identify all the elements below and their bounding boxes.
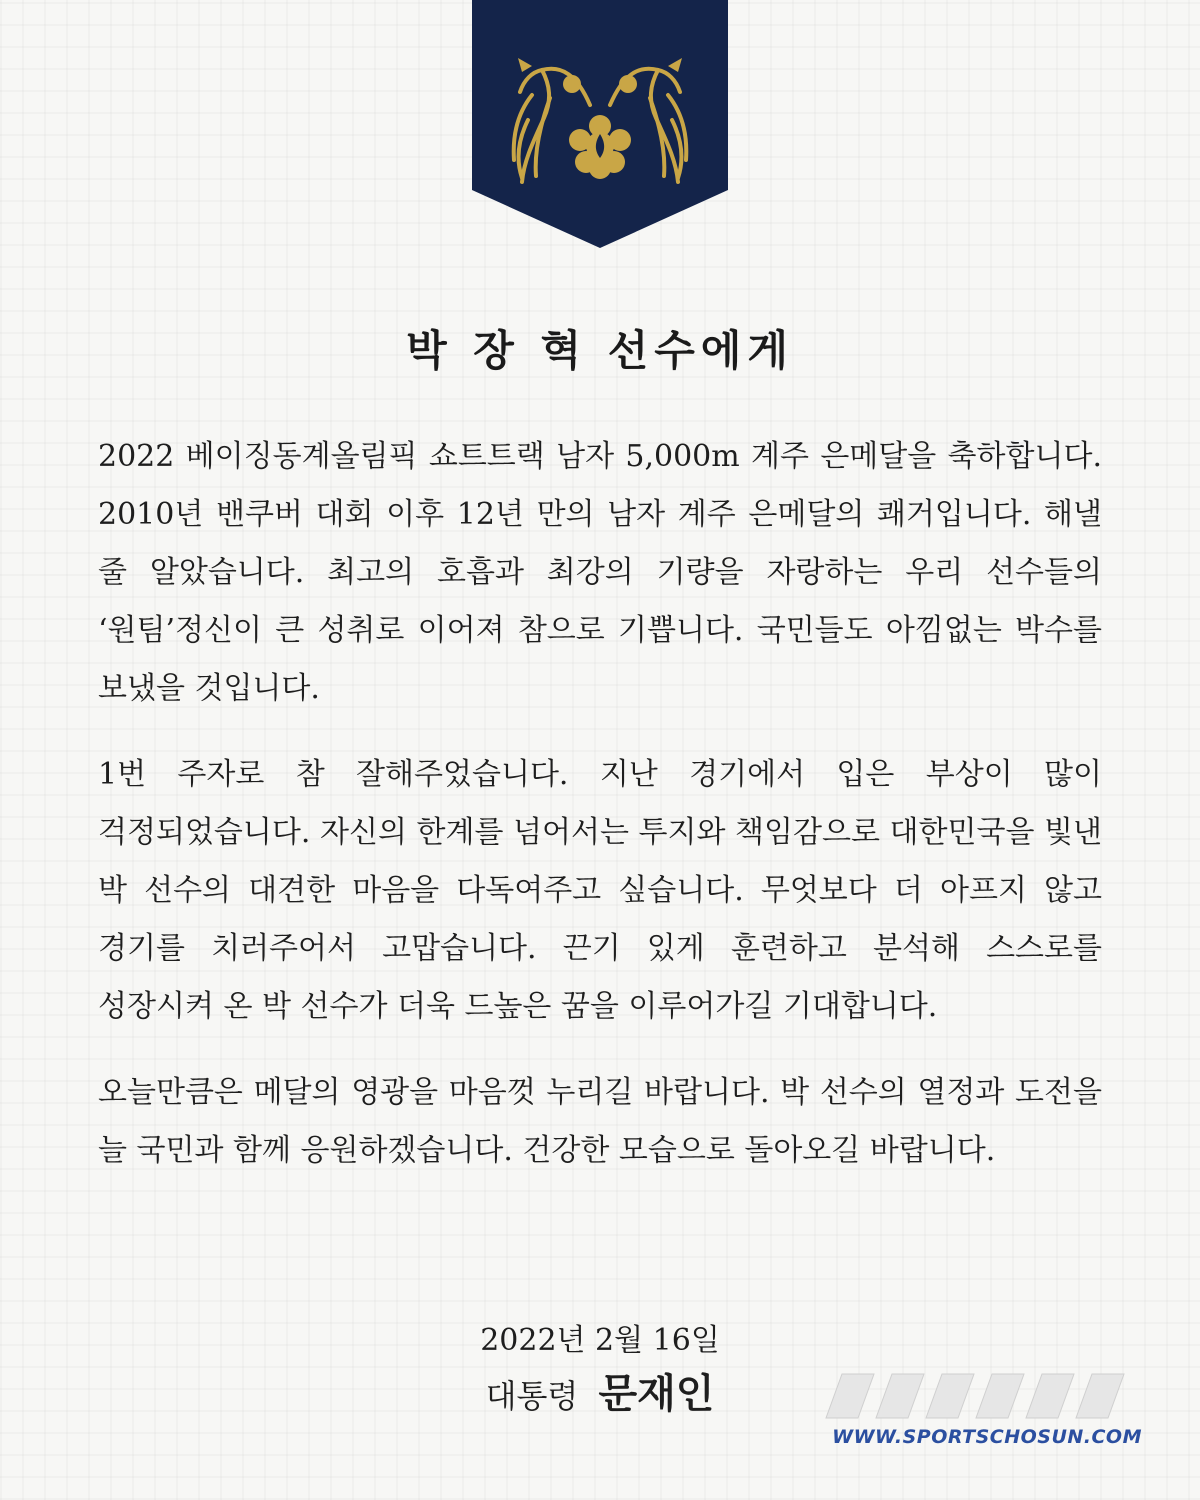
- phoenix-emblem-icon: [472, 0, 728, 248]
- signer-name: 문재인: [598, 1370, 715, 1417]
- letter-title: 박 장 혁 선수에게: [406, 326, 794, 375]
- letter-paragraph: 오늘만큼은 메달의 영광을 마음껏 누리길 바랍니다. 박 선수의 열정과 도전을 늘 국민과 함께 응원하겠습니다. 건강한 모습으로 돌아오길 바랍니다.: [98, 1075, 1102, 1168]
- presidential-emblem-banner: [472, 0, 728, 248]
- sportschosun-watermark: [812, 1368, 1142, 1448]
- letter-paragraph: 2022 베이징동계올림픽 쇼트트랙 남자 5,000m 계주 은메달을 축하합니다. 2010년 밴쿠버 대회 이후 12년 만의 남자 계주 은메달의 쾌거입니다. 해낼 줄 알았습니다. 최고의 호흡과 최강의 기량을 자랑하는 우리 선수들의 ‘원팀’정신이 큰 성취로 이어져 참으로 기쁩니다. 국민들도 아낌없는 박수를 보냈을 것입니다.: [98, 439, 1102, 706]
- watermark-url: WWW.SPORTSCHOSUN.COM: [832, 1426, 1142, 1448]
- signer-title: 대통령: [485, 1377, 579, 1415]
- letter-body: [98, 428, 1102, 1208]
- letter-paragraph: 1번 주자로 참 잘해주었습니다. 지난 경기에서 입은 부상이 많이 걱정되었습니다. 자신의 한계를 넘어서는 투지와 책임감으로 대한민국을 빛낸 박 선수의 대견한 마음을 다독여주고 싶습니다. 무엇보다 더 아프지 않고 경기를 치러주어서 고맙습니다. 끈기 있게 훈련하고 분석해 스스로를 성장시켜 온 박 선수가 더욱 드높은 꿈을 이루어가길 기대합니다.: [98, 757, 1102, 1024]
- letter-date: 2022년 2월 16일: [480, 1323, 720, 1358]
- sportschosun-logo-icon: [812, 1368, 1142, 1424]
